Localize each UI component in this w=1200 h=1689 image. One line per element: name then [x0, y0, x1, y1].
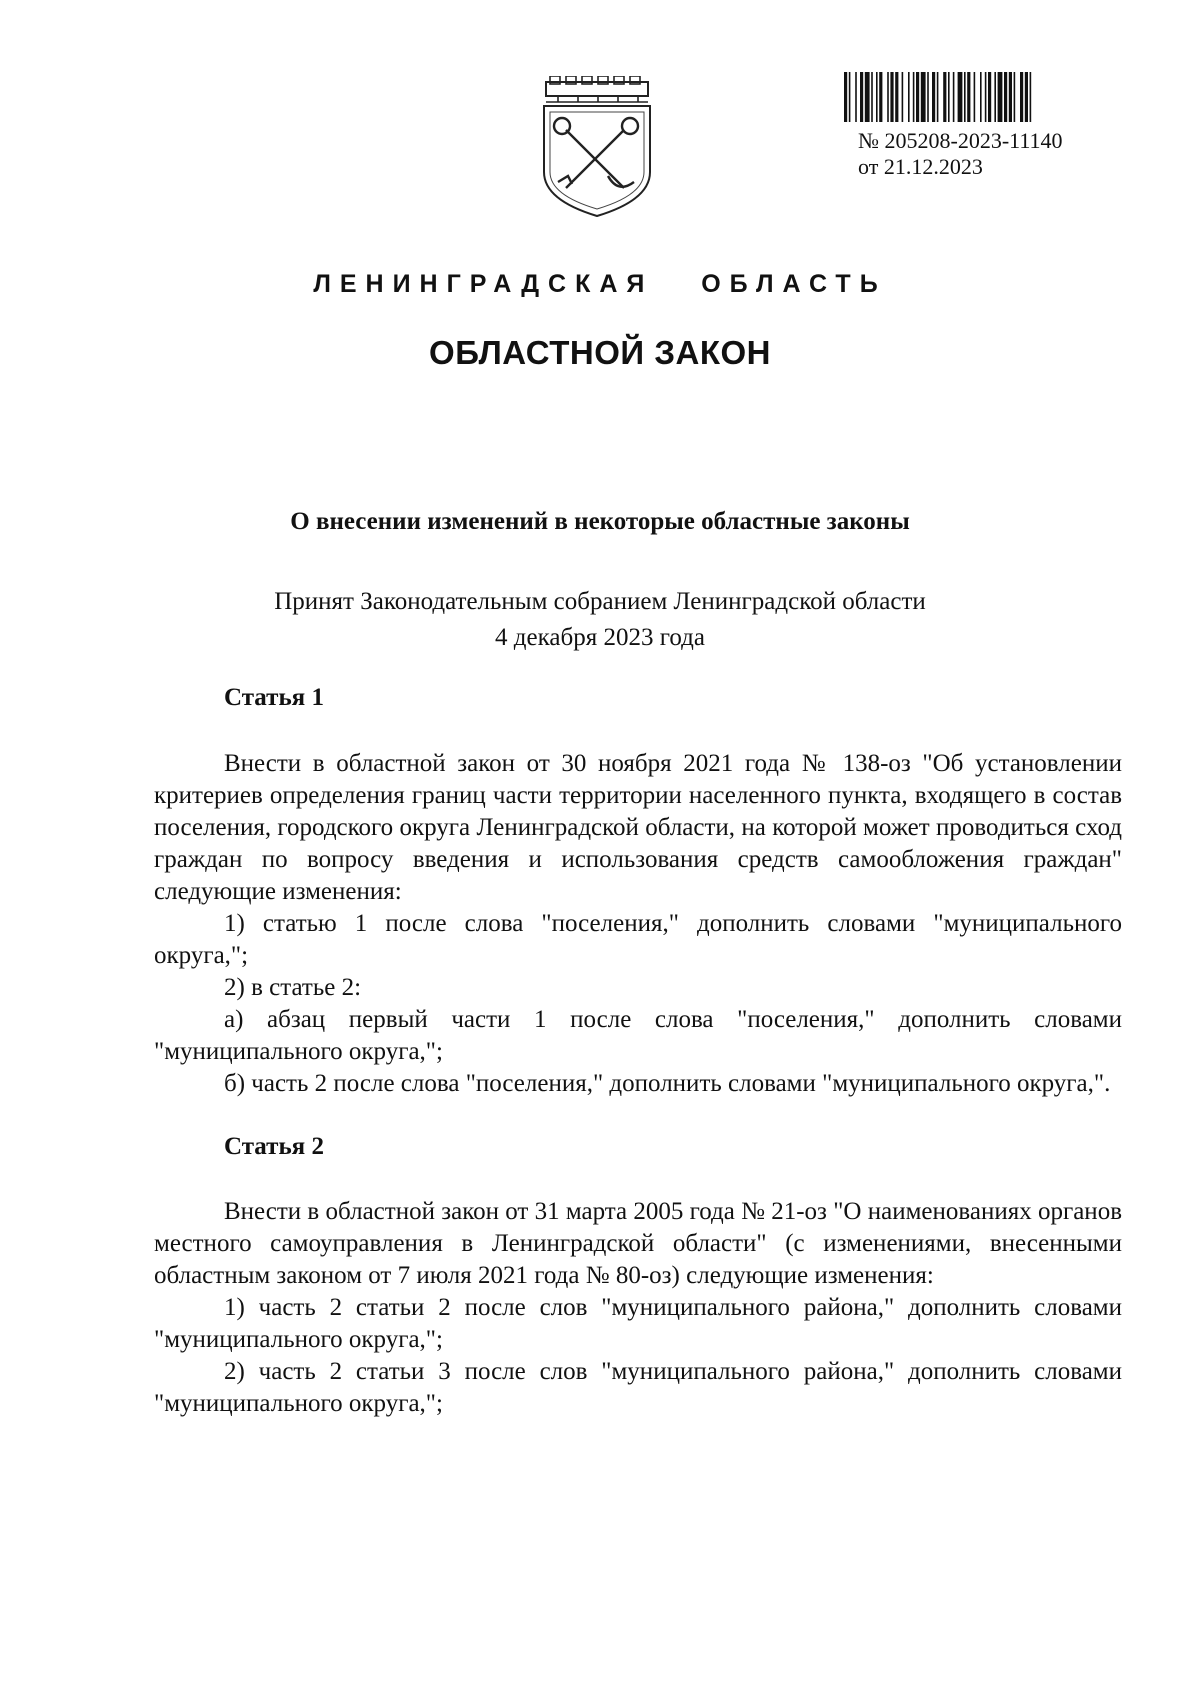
- adoption-line-1: Принят Законодательным собранием Ленинградской области: [274, 588, 926, 615]
- article-2-item-2: 2) часть 2 статьи 3 после слов "муниципального района," дополнить словами "муниципального округа,";: [154, 1358, 1122, 1417]
- article-1-item-2a: а) абзац первый части 1 после слова "поселения," дополнить словами "муниципального округа,";: [154, 1006, 1122, 1065]
- law-title: О внесении изменений в некоторые областные законы: [290, 508, 910, 535]
- coat-of-arms-icon: [538, 76, 656, 218]
- article-2-intro: Внести в областной закон от 31 марта 2005 года № 21-оз "О наименованиях органов местного самоуправления в Ленинградской области" (с изменениями, внесенными областным законом от 7 июля 2021 года № 80-оз) следующие изменения:: [154, 1198, 1122, 1289]
- adoption-note: [0, 584, 1200, 656]
- article-1-item-1: 1) статью 1 после слова "поселения," дополнить словами "муниципального округа,";: [154, 910, 1122, 969]
- document-type-title: ОБЛАСТНОЙ ЗАКОН: [429, 334, 771, 371]
- article-2-body: [154, 1196, 1122, 1420]
- article-2-item-1: 1) часть 2 статьи 2 после слов "муниципального района," дополнить словами "муниципального округа,";: [154, 1294, 1122, 1353]
- article-1-intro: Внести в областной закон от 30 ноября 2021 года № 138-оз "Об установлении критериев определения границ части территории населенного пункта, входящего в состав поселения, городского округа Ленинградской области, на которой может проводиться сход граждан по вопросу введения и использования средств самообложения граждан" следующие изменения:: [154, 750, 1122, 905]
- article-2-heading: Статья 2: [224, 1133, 324, 1160]
- registration-number: № 205208-2023-11140: [858, 128, 1063, 153]
- article-1-item-2: 2) в статье 2:: [224, 974, 362, 1001]
- article-1-heading: Статья 1: [224, 684, 324, 711]
- barcode-icon: [842, 72, 1100, 122]
- region-title: ЛЕНИНГРАДСКАЯ ОБЛАСТЬ: [313, 270, 887, 298]
- registration-date: от 21.12.2023: [858, 154, 983, 179]
- article-1-body: [154, 748, 1122, 1100]
- adoption-line-2: 4 декабря 2023 года: [495, 624, 705, 651]
- article-1-item-2b: б) часть 2 после слова "поселения," дополнить словами "муниципального округа,".: [224, 1070, 1111, 1097]
